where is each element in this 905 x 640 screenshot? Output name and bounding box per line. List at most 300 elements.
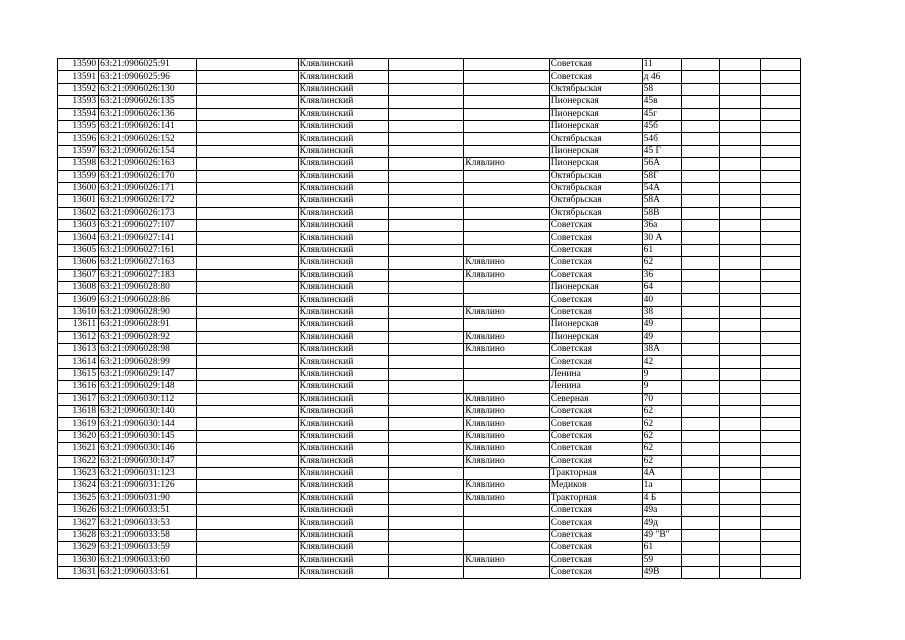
row-number-cell: 13621 [58, 443, 99, 455]
blank-cell-cell [719, 108, 760, 120]
blank-cell-cell [719, 294, 760, 306]
blank-cell-cell [197, 220, 298, 232]
locality-cell [464, 381, 549, 393]
district-cell: Клявлинский [298, 331, 389, 343]
house-number-cell: 61 [642, 542, 681, 554]
district-cell: Клявлинский [298, 306, 389, 318]
street-cell: Северная [549, 393, 642, 405]
locality-cell [464, 244, 549, 256]
row-number-cell: 13616 [58, 381, 99, 393]
locality-cell: Клявлино [464, 269, 549, 281]
house-number-cell: 49 "В" [642, 529, 681, 541]
house-number-cell: 54А [642, 182, 681, 194]
row-number-cell: 13609 [58, 294, 99, 306]
street-cell: Советская [549, 517, 642, 529]
blank-cell-cell [760, 195, 800, 207]
district-cell: Клявлинский [298, 257, 389, 269]
blank-cell-cell [681, 418, 719, 430]
table-row [58, 220, 801, 232]
blank-cell-cell [760, 207, 800, 219]
blank-cell-cell [389, 331, 464, 343]
blank-cell-cell [681, 430, 719, 442]
locality-cell [464, 467, 549, 479]
cadastral-number-cell: 63:21:0906026:172 [99, 195, 197, 207]
cadastral-number-cell: 63:21:0906033:61 [99, 567, 197, 579]
district-cell: Клявлинский [298, 405, 389, 417]
district-cell: Клявлинский [298, 120, 389, 132]
district-cell: Клявлинский [298, 529, 389, 541]
house-number-cell: 36а [642, 220, 681, 232]
blank-cell-cell [389, 83, 464, 95]
house-number-cell: 40 [642, 294, 681, 306]
blank-cell-cell [760, 529, 800, 541]
blank-cell-cell [197, 306, 298, 318]
street-cell: Советская [549, 232, 642, 244]
blank-cell-cell [681, 343, 719, 355]
blank-cell-cell [681, 207, 719, 219]
street-cell: Тракторная [549, 467, 642, 479]
blank-cell-cell [389, 257, 464, 269]
house-number-cell: 49 [642, 319, 681, 331]
blank-cell-cell [197, 232, 298, 244]
house-number-cell: 49В [642, 567, 681, 579]
locality-cell [464, 220, 549, 232]
blank-cell-cell [389, 529, 464, 541]
blank-cell-cell [389, 59, 464, 71]
row-number-cell: 13630 [58, 554, 99, 566]
cadastral-number-cell: 63:21:0906031:126 [99, 480, 197, 492]
cadastral-number-cell: 63:21:0906030:144 [99, 418, 197, 430]
house-number-cell: 45г [642, 108, 681, 120]
blank-cell-cell [719, 505, 760, 517]
cadastral-number-cell: 63:21:0906028:80 [99, 282, 197, 294]
locality-cell [464, 59, 549, 71]
blank-cell-cell [719, 368, 760, 380]
locality-cell [464, 71, 549, 83]
row-number-cell: 13591 [58, 71, 99, 83]
cadastral-number-cell: 63:21:0906026:163 [99, 158, 197, 170]
blank-cell-cell [681, 368, 719, 380]
table-row [58, 306, 801, 318]
blank-cell-cell [760, 343, 800, 355]
blank-cell-cell [389, 343, 464, 355]
street-cell: Советская [549, 542, 642, 554]
blank-cell-cell [197, 567, 298, 579]
table-row [58, 96, 801, 108]
table-row [58, 71, 801, 83]
table-row [58, 170, 801, 182]
blank-cell-cell [681, 554, 719, 566]
house-number-cell: 9 [642, 368, 681, 380]
blank-cell-cell [719, 269, 760, 281]
blank-cell-cell [389, 220, 464, 232]
district-cell: Клявлинский [298, 418, 389, 430]
blank-cell-cell [719, 480, 760, 492]
house-number-cell: 45б [642, 120, 681, 132]
blank-cell-cell [197, 96, 298, 108]
house-number-cell: 59 [642, 554, 681, 566]
blank-cell-cell [719, 170, 760, 182]
cadastral-number-cell: 63:21:0906033:51 [99, 505, 197, 517]
locality-cell [464, 567, 549, 579]
blank-cell-cell [389, 170, 464, 182]
street-cell: Советская [549, 430, 642, 442]
blank-cell-cell [389, 455, 464, 467]
cadastral-number-cell: 63:21:0906026:135 [99, 96, 197, 108]
table-row [58, 517, 801, 529]
row-number-cell: 13611 [58, 319, 99, 331]
blank-cell-cell [681, 83, 719, 95]
blank-cell-cell [719, 319, 760, 331]
blank-cell-cell [760, 108, 800, 120]
locality-cell: Клявлино [464, 306, 549, 318]
district-cell: Клявлинский [298, 467, 389, 479]
blank-cell-cell [197, 120, 298, 132]
cadastral-number-cell: 63:21:0906033:60 [99, 554, 197, 566]
district-cell: Клявлинский [298, 220, 389, 232]
blank-cell-cell [197, 418, 298, 430]
table-row [58, 158, 801, 170]
blank-cell-cell [197, 182, 298, 194]
blank-cell-cell [197, 430, 298, 442]
street-cell: Советская [549, 269, 642, 281]
data-table [57, 58, 801, 579]
district-cell: Клявлинский [298, 542, 389, 554]
blank-cell-cell [197, 542, 298, 554]
blank-cell-cell [719, 282, 760, 294]
table-body [58, 59, 801, 579]
blank-cell-cell [389, 381, 464, 393]
district-cell: Клявлинский [298, 96, 389, 108]
table-row [58, 257, 801, 269]
cadastral-number-cell: 63:21:0906029:147 [99, 368, 197, 380]
street-cell: Советская [549, 343, 642, 355]
row-number-cell: 13597 [58, 145, 99, 157]
district-cell: Клявлинский [298, 232, 389, 244]
district-cell: Клявлинский [298, 71, 389, 83]
table-row [58, 492, 801, 504]
blank-cell-cell [197, 529, 298, 541]
house-number-cell: 9 [642, 381, 681, 393]
blank-cell-cell [197, 207, 298, 219]
row-number-cell: 13590 [58, 59, 99, 71]
street-cell: Советская [549, 505, 642, 517]
house-number-cell: 62 [642, 418, 681, 430]
locality-cell [464, 170, 549, 182]
table-row [58, 195, 801, 207]
blank-cell-cell [760, 294, 800, 306]
cadastral-number-cell: 63:21:0906027:183 [99, 269, 197, 281]
district-cell: Клявлинский [298, 455, 389, 467]
district-cell: Клявлинский [298, 195, 389, 207]
blank-cell-cell [389, 467, 464, 479]
table-row [58, 319, 801, 331]
blank-cell-cell [719, 529, 760, 541]
row-number-cell: 13620 [58, 430, 99, 442]
blank-cell-cell [389, 133, 464, 145]
district-cell: Клявлинский [298, 158, 389, 170]
row-number-cell: 13622 [58, 455, 99, 467]
blank-cell-cell [197, 319, 298, 331]
street-cell: Октябрьская [549, 207, 642, 219]
blank-cell-cell [760, 319, 800, 331]
house-number-cell: 58В [642, 207, 681, 219]
blank-cell-cell [681, 319, 719, 331]
table-row [58, 554, 801, 566]
blank-cell-cell [719, 393, 760, 405]
blank-cell-cell [197, 145, 298, 157]
street-cell: Октябрьская [549, 170, 642, 182]
street-cell: Ленина [549, 368, 642, 380]
blank-cell-cell [197, 59, 298, 71]
house-number-cell: 45 Г [642, 145, 681, 157]
house-number-cell: 49а [642, 505, 681, 517]
blank-cell-cell [389, 393, 464, 405]
street-cell: Октябрьская [549, 133, 642, 145]
locality-cell [464, 182, 549, 194]
row-number-cell: 13601 [58, 195, 99, 207]
table-row [58, 368, 801, 380]
blank-cell-cell [389, 319, 464, 331]
blank-cell-cell [681, 542, 719, 554]
blank-cell-cell [681, 467, 719, 479]
row-number-cell: 13612 [58, 331, 99, 343]
blank-cell-cell [719, 405, 760, 417]
row-number-cell: 13603 [58, 220, 99, 232]
blank-cell-cell [681, 244, 719, 256]
blank-cell-cell [197, 381, 298, 393]
blank-cell-cell [760, 59, 800, 71]
locality-cell: Клявлино [464, 430, 549, 442]
locality-cell [464, 83, 549, 95]
blank-cell-cell [197, 455, 298, 467]
row-number-cell: 13599 [58, 170, 99, 182]
locality-cell: Клявлино [464, 455, 549, 467]
table-row [58, 393, 801, 405]
blank-cell-cell [389, 244, 464, 256]
cadastral-number-cell: 63:21:0906033:59 [99, 542, 197, 554]
street-cell: Пионерская [549, 158, 642, 170]
blank-cell-cell [681, 505, 719, 517]
blank-cell-cell [760, 443, 800, 455]
blank-cell-cell [197, 356, 298, 368]
blank-cell-cell [197, 294, 298, 306]
row-number-cell: 13600 [58, 182, 99, 194]
table-row [58, 443, 801, 455]
blank-cell-cell [719, 232, 760, 244]
district-cell: Клявлинский [298, 319, 389, 331]
row-number-cell: 13605 [58, 244, 99, 256]
locality-cell [464, 195, 549, 207]
cadastral-number-cell: 63:21:0906029:148 [99, 381, 197, 393]
table-row [58, 567, 801, 579]
cadastral-number-cell: 63:21:0906030:112 [99, 393, 197, 405]
locality-cell [464, 368, 549, 380]
street-cell: Пионерская [549, 120, 642, 132]
blank-cell-cell [719, 120, 760, 132]
district-cell: Клявлинский [298, 356, 389, 368]
locality-cell: Клявлино [464, 343, 549, 355]
house-number-cell: 38А [642, 343, 681, 355]
street-cell: Советская [549, 294, 642, 306]
blank-cell-cell [389, 492, 464, 504]
house-number-cell: 4А [642, 467, 681, 479]
street-cell: Пионерская [549, 96, 642, 108]
blank-cell-cell [719, 195, 760, 207]
blank-cell-cell [197, 133, 298, 145]
locality-cell [464, 294, 549, 306]
locality-cell: Клявлино [464, 405, 549, 417]
row-number-cell: 13592 [58, 83, 99, 95]
district-cell: Клявлинский [298, 170, 389, 182]
blank-cell-cell [719, 257, 760, 269]
street-cell: Советская [549, 455, 642, 467]
cadastral-number-cell: 63:21:0906025:96 [99, 71, 197, 83]
cadastral-number-cell: 63:21:0906026:136 [99, 108, 197, 120]
blank-cell-cell [760, 170, 800, 182]
blank-cell-cell [197, 554, 298, 566]
row-number-cell: 13628 [58, 529, 99, 541]
locality-cell [464, 529, 549, 541]
row-number-cell: 13606 [58, 257, 99, 269]
cadastral-number-cell: 63:21:0906026:171 [99, 182, 197, 194]
blank-cell-cell [389, 430, 464, 442]
house-number-cell: д 46 [642, 71, 681, 83]
district-cell: Клявлинский [298, 133, 389, 145]
blank-cell-cell [681, 96, 719, 108]
house-number-cell: 49д [642, 517, 681, 529]
row-number-cell: 13614 [58, 356, 99, 368]
blank-cell-cell [197, 405, 298, 417]
locality-cell: Клявлино [464, 554, 549, 566]
row-number-cell: 13631 [58, 567, 99, 579]
blank-cell-cell [760, 480, 800, 492]
district-cell: Клявлинский [298, 567, 389, 579]
blank-cell-cell [389, 554, 464, 566]
locality-cell [464, 232, 549, 244]
blank-cell-cell [681, 232, 719, 244]
cadastral-number-cell: 63:21:0906027:161 [99, 244, 197, 256]
street-cell: Пионерская [549, 331, 642, 343]
blank-cell-cell [681, 145, 719, 157]
row-number-cell: 13596 [58, 133, 99, 145]
street-cell: Октябрьская [549, 182, 642, 194]
house-number-cell: 11 [642, 59, 681, 71]
cadastral-number-cell: 63:21:0906026:130 [99, 83, 197, 95]
row-number-cell: 13604 [58, 232, 99, 244]
blank-cell-cell [760, 467, 800, 479]
blank-cell-cell [760, 220, 800, 232]
blank-cell-cell [760, 83, 800, 95]
blank-cell-cell [681, 381, 719, 393]
blank-cell-cell [681, 170, 719, 182]
blank-cell-cell [389, 517, 464, 529]
locality-cell [464, 207, 549, 219]
locality-cell [464, 96, 549, 108]
house-number-cell: 62 [642, 405, 681, 417]
blank-cell-cell [681, 480, 719, 492]
street-cell: Советская [549, 554, 642, 566]
blank-cell-cell [197, 71, 298, 83]
blank-cell-cell [760, 430, 800, 442]
blank-cell-cell [389, 282, 464, 294]
locality-cell [464, 133, 549, 145]
blank-cell-cell [389, 158, 464, 170]
blank-cell-cell [760, 418, 800, 430]
house-number-cell: 62 [642, 257, 681, 269]
blank-cell-cell [681, 257, 719, 269]
house-number-cell: 45в [642, 96, 681, 108]
row-number-cell: 13626 [58, 505, 99, 517]
table-row [58, 244, 801, 256]
district-cell: Клявлинский [298, 368, 389, 380]
locality-cell: Клявлино [464, 480, 549, 492]
district-cell: Клявлинский [298, 492, 389, 504]
blank-cell-cell [197, 368, 298, 380]
locality-cell: Клявлино [464, 158, 549, 170]
district-cell: Клявлинский [298, 108, 389, 120]
street-cell: Советская [549, 529, 642, 541]
street-cell: Пионерская [549, 319, 642, 331]
street-cell: Тракторная [549, 492, 642, 504]
house-number-cell: 36 [642, 269, 681, 281]
blank-cell-cell [197, 269, 298, 281]
street-cell: Медиков [549, 480, 642, 492]
blank-cell-cell [760, 257, 800, 269]
blank-cell-cell [681, 393, 719, 405]
street-cell: Октябрьская [549, 83, 642, 95]
blank-cell-cell [389, 356, 464, 368]
street-cell: Советская [549, 220, 642, 232]
row-number-cell: 13594 [58, 108, 99, 120]
blank-cell-cell [197, 282, 298, 294]
blank-cell-cell [681, 71, 719, 83]
row-number-cell: 13610 [58, 306, 99, 318]
blank-cell-cell [760, 133, 800, 145]
blank-cell-cell [719, 381, 760, 393]
table-row [58, 133, 801, 145]
blank-cell-cell [719, 443, 760, 455]
locality-cell [464, 356, 549, 368]
blank-cell-cell [760, 505, 800, 517]
row-number-cell: 13608 [58, 282, 99, 294]
blank-cell-cell [760, 158, 800, 170]
cadastral-number-cell: 63:21:0906026:170 [99, 170, 197, 182]
blank-cell-cell [760, 542, 800, 554]
cadastral-number-cell: 63:21:0906028:92 [99, 331, 197, 343]
house-number-cell: 42 [642, 356, 681, 368]
cadastral-number-cell: 63:21:0906027:163 [99, 257, 197, 269]
blank-cell-cell [197, 244, 298, 256]
locality-cell: Клявлино [464, 492, 549, 504]
blank-cell-cell [719, 158, 760, 170]
district-cell: Клявлинский [298, 145, 389, 157]
blank-cell-cell [681, 517, 719, 529]
locality-cell: Клявлино [464, 393, 549, 405]
house-number-cell: 38 [642, 306, 681, 318]
blank-cell-cell [719, 96, 760, 108]
blank-cell-cell [719, 356, 760, 368]
blank-cell-cell [760, 381, 800, 393]
house-number-cell: 62 [642, 455, 681, 467]
blank-cell-cell [719, 554, 760, 566]
blank-cell-cell [760, 517, 800, 529]
street-cell: Пионерская [549, 145, 642, 157]
row-number-cell: 13598 [58, 158, 99, 170]
table-row [58, 505, 801, 517]
blank-cell-cell [719, 542, 760, 554]
district-cell: Клявлинский [298, 430, 389, 442]
